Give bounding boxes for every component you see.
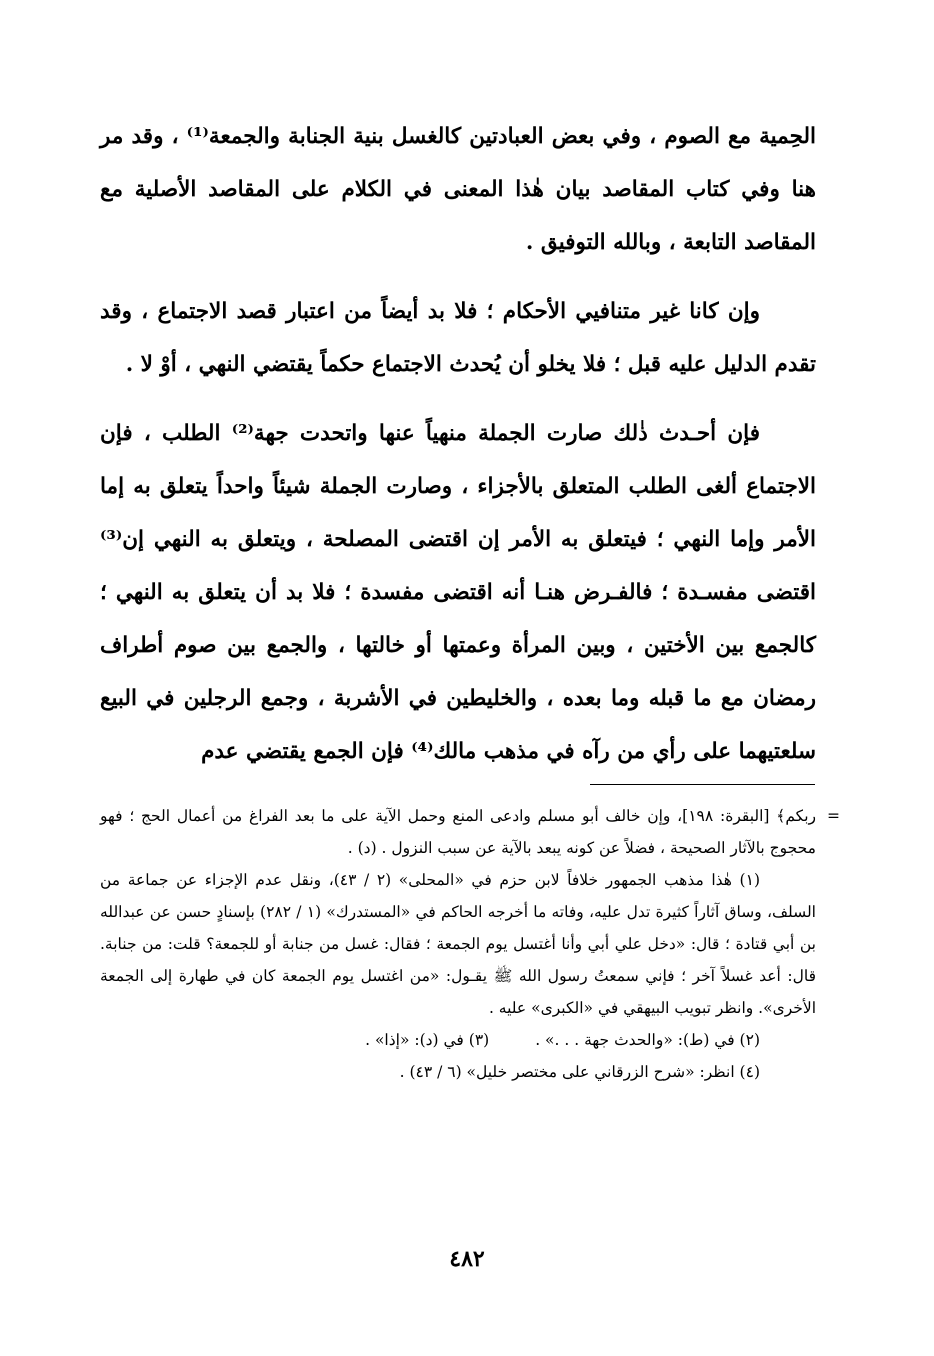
footnote-continuation-text: ربكم﴾ [البقرة: ١٩٨]، وإن خالف أبو مسلم وادعى المنع وحمل الآية على ما بعد الفراغ من أعمال الحج ؛ فهو محجوج بالآثار الصحيحة ، فضلاً عن كونه يبعد بالآية عن سبب النزول . (د) . (100, 807, 816, 857)
main-text (100, 110, 816, 794)
footnote-4: (٤) انظر: «شرح الزرقاني على مختصر خليل» (٦ / ٤٣) . (399, 1063, 760, 1081)
paragraph-2: وإن كانا غير متنافيي الأحكام ؛ فلا بد أيضاً من اعتبار قصد الاجتماع ، وقد تقدم الدليل عليه قبل ؛ فلا يخلو أن يُحدث الاجتماع حكماً يقتضي النهي ، أوْ لا . (100, 299, 816, 377)
footnote-continuation (100, 800, 840, 864)
paragraph-3: فإن أحـدث ذٰلك صارت الجملة منهياً عنها واتحدت جهة⁽²⁾ الطلب ، فإن الاجتماع ألغى الطلب المتعلق بالأجزاء ، وصارت الجملة شيئاً واحداً يتعلق به إما الأمر وإما النهي ؛ فيتعلق به الأمر إن اقتضى المصلحة ، ويتعلق به النهي إن⁽³⁾ اقتضى مفسـدة ؛ فالفـرض هنـا أنه اقتضى مفسدة ؛ فلا بد أن يتعلق به النهي ؛ كالجمع بين الأختين ، وبين المرأة وعمتها أو خالتها ، والجمع بين صوم أطراف رمضان مع ما قبله وما بعده ، والخليطين في الأشربة ، وجمع الرجلين في البيع سلعتيهما على رأي من رآه في مذهب مالك⁽⁴⁾ فإن الجمع يقتضي عدم (100, 421, 816, 764)
footnote-row-2-3 (100, 1024, 816, 1056)
footnote-2: (٢) في (ط): «والحدث جهة . . .» . (535, 1031, 760, 1049)
footnotes (100, 800, 840, 1088)
footnote-separator (590, 784, 815, 785)
footnote-3: (٣) في (د): «إذا» . (365, 1031, 490, 1049)
paragraph-1: الحِمية مع الصوم ، وفي بعض العبادتين كالغسل بنية الجنابة والجمعة⁽¹⁾ ، وقد مر هنا وفي كتاب المقاصد بيان هٰذا المعنى في الكلام على المقاصد الأصلية مع المقاصد التابعة ، وبالله التوفيق . (100, 124, 817, 255)
continuation-mark: = (827, 807, 840, 825)
page-number: ٤٨٢ (449, 1246, 485, 1272)
footnote-1: (١) هٰذا مذهب الجمهور خلافاً لابن حزم في «المحلى» (٢ / ٤٣)، ونقل عدم الإجزاء عن جماعة من السلف، وساق آثاراً كثيرة تدل عليه، وفاته ما أخرجه الحاكم في «المستدرك» (١ / ٢٨٢) بإسنادٍ حسن عن عبدالله بن أبي قتادة ؛ قال: «دخل علي أبي وأنا أغتسل يوم الجمعة ؛ فقال: غسل من جنابة أو للجمعة؟ قلت: من جنابة. قال: أعد غسلاً آخر ؛ فإني سمعتُ رسول الله ﷺ يقـول: «من اغتسل يوم الجمعة كان في طهارة إلى الجمعة الأخرى». وانظر تبويب البيهقي في «الكبرى» عليه . (100, 871, 816, 1017)
